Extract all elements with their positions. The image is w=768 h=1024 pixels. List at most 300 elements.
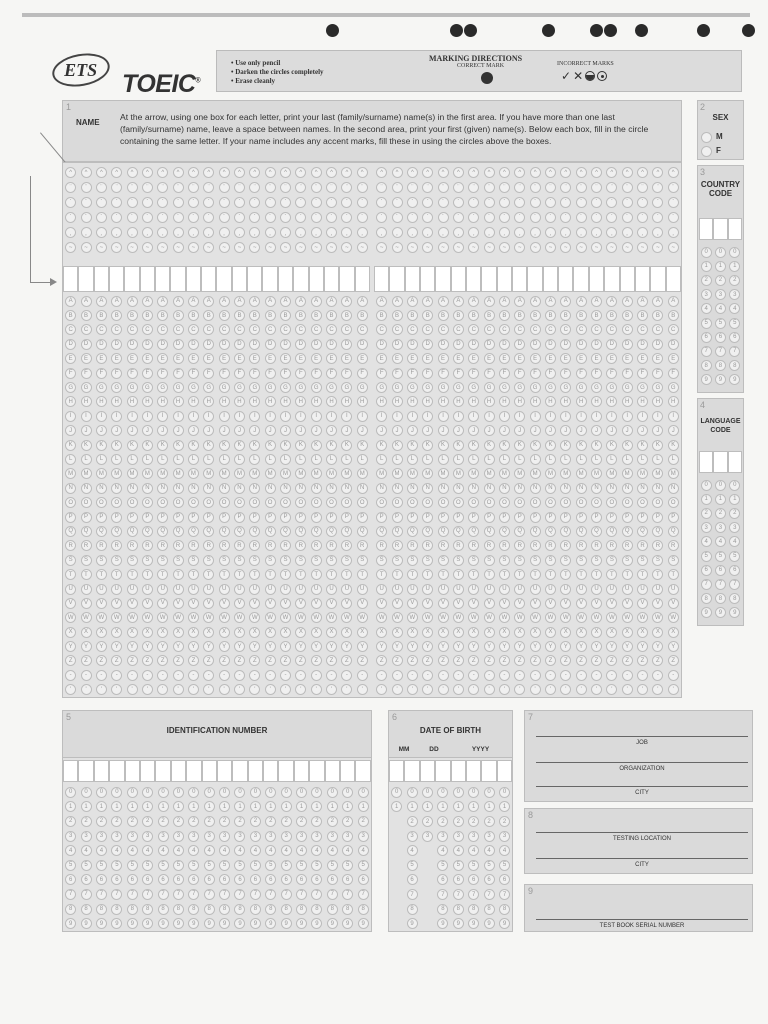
identification-number-digit-bubble[interactable]: 5 <box>327 860 338 871</box>
last-name-accent-bubble[interactable]: ¸ <box>142 227 153 238</box>
first-name-letter-bubble[interactable]: W <box>392 612 403 623</box>
first-name-letter-bubble[interactable]: K <box>422 440 433 451</box>
last-name-accent-bubble[interactable]: ´ <box>203 212 214 223</box>
last-name-letter-bubble[interactable]: T <box>311 569 322 580</box>
first-name-accent-bubble[interactable]: ´ <box>438 212 449 223</box>
last-name-letter-bubble[interactable]: R <box>219 540 230 551</box>
last-name-letter-bubble[interactable]: N <box>357 483 368 494</box>
first-name-letter-bubble[interactable]: C <box>591 324 602 335</box>
last-name-letter-bubble[interactable]: L <box>357 454 368 465</box>
first-name-letter-bubble[interactable]: C <box>392 324 403 335</box>
last-name-letter-bubble[interactable]: H <box>65 396 76 407</box>
identification-number-digit-bubble[interactable]: 3 <box>342 831 353 842</box>
first-name-letter-bubble[interactable]: D <box>576 339 587 350</box>
last-name-letter-bubble[interactable]: M <box>326 468 337 479</box>
last-name-letter-bubble[interactable]: W <box>111 612 122 623</box>
identification-number-digit-bubble[interactable]: 7 <box>311 889 322 900</box>
last-name-letter-bubble[interactable]: E <box>127 353 138 364</box>
last-name-accent-bubble[interactable]: ^ <box>81 167 92 178</box>
last-name-letter-bubble[interactable]: W <box>173 612 184 623</box>
identification-number-digit-bubble[interactable]: 3 <box>81 831 92 842</box>
first-name-letter-bubble[interactable]: V <box>560 598 571 609</box>
first-name-letter-bubble[interactable]: X <box>606 627 617 638</box>
first-name-letter-bubble[interactable]: V <box>637 598 648 609</box>
first-name-letter-bubble[interactable]: J <box>591 425 602 436</box>
first-name-letter-bubble[interactable]: M <box>560 468 571 479</box>
first-name-letter-bubble[interactable]: - <box>407 670 418 681</box>
language-code-digit-bubble[interactable]: 2 <box>715 508 726 519</box>
last-name-letter-bubble[interactable]: G <box>357 382 368 393</box>
last-name-letter-bubble[interactable]: D <box>81 339 92 350</box>
last-name-letter-bubble[interactable]: T <box>203 569 214 580</box>
first-name-letter-bubble[interactable]: A <box>514 296 525 307</box>
first-name-letter-bubble[interactable]: O <box>453 497 464 508</box>
identification-number-digit-bubble[interactable]: 8 <box>327 904 338 915</box>
identification-number-box[interactable] <box>109 760 124 782</box>
first-name-letter-bubble[interactable]: B <box>652 310 663 321</box>
identification-number-digit-bubble[interactable]: 8 <box>281 904 292 915</box>
first-name-accent-bubble[interactable]: ¸ <box>591 227 602 238</box>
last-name-letter-bubble[interactable]: Y <box>157 641 168 652</box>
last-name-accent-bubble[interactable]: ¨ <box>96 182 107 193</box>
first-name-letter-bubble[interactable]: W <box>560 612 571 623</box>
first-name-letter-bubble[interactable]: A <box>530 296 541 307</box>
first-name-accent-bubble[interactable]: ~ <box>422 242 433 253</box>
date-of-birth-digit-bubble[interactable]: 6 <box>437 874 448 885</box>
last-name-letter-bubble[interactable]: L <box>219 454 230 465</box>
last-name-accent-bubble[interactable]: ¸ <box>249 227 260 238</box>
last-name-letter-bubble[interactable]: E <box>326 353 337 364</box>
last-name-letter-bubble[interactable]: R <box>111 540 122 551</box>
first-name-letter-bubble[interactable]: T <box>652 569 663 580</box>
last-name-letter-bubble[interactable]: D <box>234 339 245 350</box>
last-name-letter-bubble[interactable]: A <box>357 296 368 307</box>
first-name-accent-bubble[interactable]: ` <box>392 197 403 208</box>
last-name-letter-bubble[interactable]: ' <box>219 684 230 695</box>
last-name-letter-bubble[interactable]: U <box>96 584 107 595</box>
last-name-letter-bubble[interactable]: S <box>81 555 92 566</box>
last-name-accent-bubble[interactable]: ¨ <box>127 182 138 193</box>
country-code-digit-bubble[interactable]: 6 <box>701 332 712 343</box>
last-name-letter-bubble[interactable]: W <box>65 612 76 623</box>
first-name-letter-bubble[interactable]: L <box>392 454 403 465</box>
last-name-letter-bubble[interactable]: U <box>311 584 322 595</box>
first-name-letter-bubble[interactable]: P <box>668 512 679 523</box>
last-name-accent-bubble[interactable]: ´ <box>234 212 245 223</box>
last-name-letter-bubble[interactable]: R <box>142 540 153 551</box>
first-name-letter-bubble[interactable]: I <box>407 411 418 422</box>
first-name-letter-bubble[interactable]: O <box>637 497 648 508</box>
country-code-digit-bubble[interactable]: 8 <box>701 360 712 371</box>
last-name-letter-bubble[interactable]: C <box>203 324 214 335</box>
identification-number-digit-bubble[interactable]: 3 <box>127 831 138 842</box>
last-name-letter-bubble[interactable]: V <box>157 598 168 609</box>
first-name-letter-bubble[interactable]: M <box>484 468 495 479</box>
identification-number-digit-bubble[interactable]: 8 <box>296 904 307 915</box>
last-name-letter-bubble[interactable]: T <box>127 569 138 580</box>
last-name-accent-bubble[interactable]: ` <box>188 197 199 208</box>
language-code-digit-bubble[interactable]: 0 <box>715 480 726 491</box>
last-name-accent-bubble[interactable]: ` <box>142 197 153 208</box>
last-name-letter-bubble[interactable]: X <box>219 627 230 638</box>
country-code-digit-bubble[interactable]: 4 <box>729 303 740 314</box>
identification-number-digit-bubble[interactable]: 3 <box>158 831 169 842</box>
last-name-letter-bubble[interactable]: K <box>295 440 306 451</box>
language-code-digit-bubble[interactable]: 4 <box>701 536 712 547</box>
first-name-accent-bubble[interactable]: ¸ <box>468 227 479 238</box>
first-name-letter-bubble[interactable]: U <box>392 584 403 595</box>
first-name-letter-bubble[interactable]: Z <box>591 655 602 666</box>
date-of-birth-digit-bubble[interactable]: 0 <box>453 787 464 798</box>
first-name-accent-bubble[interactable]: ´ <box>484 212 495 223</box>
first-name-letter-bubble[interactable]: Q <box>407 526 418 537</box>
last-name-letter-bubble[interactable]: C <box>173 324 184 335</box>
date-of-birth-digit-bubble[interactable]: 8 <box>499 904 510 915</box>
last-name-letter-bubble[interactable]: Q <box>219 526 230 537</box>
language-code-digit-bubble[interactable]: 9 <box>729 607 740 618</box>
first-name-letter-bubble[interactable]: T <box>407 569 418 580</box>
first-name-accent-bubble[interactable]: ´ <box>453 212 464 223</box>
last-name-letter-bubble[interactable]: G <box>280 382 291 393</box>
date-of-birth-digit-bubble[interactable]: 7 <box>484 889 495 900</box>
last-name-accent-bubble[interactable]: ~ <box>249 242 260 253</box>
first-name-letter-bubble[interactable]: T <box>392 569 403 580</box>
last-name-letter-bubble[interactable]: H <box>111 396 122 407</box>
first-name-accent-bubble[interactable]: ` <box>652 197 663 208</box>
identification-number-digit-bubble[interactable]: 3 <box>173 831 184 842</box>
last-name-accent-bubble[interactable]: ¸ <box>341 227 352 238</box>
first-name-letter-bubble[interactable]: C <box>453 324 464 335</box>
last-name-accent-bubble[interactable]: ` <box>219 197 230 208</box>
last-name-letter-bubble[interactable]: C <box>111 324 122 335</box>
identification-number-digit-bubble[interactable]: 5 <box>358 860 369 871</box>
first-name-letter-bubble[interactable]: O <box>668 497 679 508</box>
first-name-accent-bubble[interactable]: ´ <box>392 212 403 223</box>
last-name-letter-bubble[interactable]: ' <box>249 684 260 695</box>
first-name-letter-bubble[interactable]: U <box>376 584 387 595</box>
identification-number-digit-bubble[interactable]: 7 <box>158 889 169 900</box>
last-name-accent-bubble[interactable]: ´ <box>81 212 92 223</box>
last-name-accent-bubble[interactable]: ` <box>295 197 306 208</box>
last-name-accent-bubble[interactable]: ~ <box>295 242 306 253</box>
first-name-letter-bubble[interactable]: Y <box>530 641 541 652</box>
first-name-letter-bubble[interactable]: T <box>514 569 525 580</box>
first-name-accent-bubble[interactable]: ¸ <box>422 227 433 238</box>
last-name-letter-bubble[interactable]: A <box>127 296 138 307</box>
first-name-letter-bubble[interactable]: T <box>668 569 679 580</box>
last-name-accent-bubble[interactable]: ` <box>203 197 214 208</box>
identification-number-digit-bubble[interactable]: 1 <box>327 801 338 812</box>
first-name-letter-box[interactable] <box>650 266 665 292</box>
first-name-letter-bubble[interactable]: L <box>438 454 449 465</box>
last-name-letter-bubble[interactable]: F <box>157 368 168 379</box>
country-code-digit-bubble[interactable]: 0 <box>715 247 726 258</box>
first-name-letter-bubble[interactable]: Z <box>453 655 464 666</box>
last-name-letter-bubble[interactable]: I <box>142 411 153 422</box>
last-name-letter-bubble[interactable]: L <box>173 454 184 465</box>
first-name-letter-bubble[interactable]: J <box>407 425 418 436</box>
identification-number-digit-bubble[interactable]: 8 <box>142 904 153 915</box>
language-code-digit-bubble[interactable]: 5 <box>701 551 712 562</box>
last-name-letter-bubble[interactable]: N <box>326 483 337 494</box>
last-name-letter-bubble[interactable]: Q <box>280 526 291 537</box>
first-name-letter-bubble[interactable]: N <box>468 483 479 494</box>
first-name-letter-bubble[interactable]: L <box>499 454 510 465</box>
identification-number-digit-bubble[interactable]: 4 <box>65 845 76 856</box>
first-name-letter-bubble[interactable]: E <box>453 353 464 364</box>
last-name-letter-bubble[interactable]: C <box>65 324 76 335</box>
last-name-letter-bubble[interactable]: D <box>142 339 153 350</box>
identification-number-digit-bubble[interactable]: 9 <box>265 918 276 929</box>
identification-number-box[interactable] <box>355 760 370 782</box>
first-name-letter-bubble[interactable]: J <box>652 425 663 436</box>
first-name-letter-bubble[interactable]: X <box>591 627 602 638</box>
last-name-letter-bubble[interactable]: R <box>326 540 337 551</box>
last-name-accent-bubble[interactable]: ¸ <box>265 227 276 238</box>
first-name-letter-bubble[interactable]: B <box>637 310 648 321</box>
identification-number-digit-bubble[interactable]: 9 <box>96 918 107 929</box>
identification-number-digit-bubble[interactable]: 4 <box>281 845 292 856</box>
first-name-letter-bubble[interactable]: G <box>484 382 495 393</box>
first-name-letter-bubble[interactable]: J <box>376 425 387 436</box>
last-name-letter-bubble[interactable]: N <box>311 483 322 494</box>
last-name-letter-bubble[interactable]: E <box>280 353 291 364</box>
language-code-digit-bubble[interactable]: 3 <box>701 522 712 533</box>
last-name-letter-bubble[interactable]: J <box>234 425 245 436</box>
first-name-letter-bubble[interactable]: S <box>622 555 633 566</box>
first-name-letter-bubble[interactable]: F <box>591 368 602 379</box>
first-name-letter-bubble[interactable]: J <box>560 425 571 436</box>
last-name-accent-bubble[interactable]: ` <box>326 197 337 208</box>
date-of-birth-digit-bubble[interactable]: 6 <box>484 874 495 885</box>
identification-number-digit-bubble[interactable]: 4 <box>250 845 261 856</box>
first-name-letter-bubble[interactable]: S <box>530 555 541 566</box>
last-name-letter-bubble[interactable]: - <box>249 670 260 681</box>
last-name-letter-bubble[interactable]: I <box>234 411 245 422</box>
first-name-accent-bubble[interactable]: ¨ <box>668 182 679 193</box>
last-name-letter-bubble[interactable]: D <box>96 339 107 350</box>
first-name-letter-bubble[interactable]: Z <box>545 655 556 666</box>
first-name-letter-bubble[interactable]: S <box>392 555 403 566</box>
first-name-letter-bubble[interactable]: R <box>606 540 617 551</box>
last-name-accent-bubble[interactable]: ~ <box>357 242 368 253</box>
first-name-letter-bubble[interactable]: E <box>438 353 449 364</box>
last-name-letter-box[interactable] <box>355 266 370 292</box>
first-name-letter-bubble[interactable]: U <box>484 584 495 595</box>
identification-number-digit-bubble[interactable]: 6 <box>142 874 153 885</box>
first-name-letter-bubble[interactable]: U <box>422 584 433 595</box>
first-name-letter-bubble[interactable]: M <box>407 468 418 479</box>
first-name-letter-box[interactable] <box>604 266 619 292</box>
first-name-accent-bubble[interactable]: ^ <box>514 167 525 178</box>
last-name-letter-bubble[interactable]: Z <box>326 655 337 666</box>
first-name-letter-bubble[interactable]: U <box>499 584 510 595</box>
date-of-birth-digit-bubble[interactable]: 7 <box>437 889 448 900</box>
last-name-letter-bubble[interactable]: P <box>65 512 76 523</box>
last-name-letter-bubble[interactable]: O <box>341 497 352 508</box>
first-name-letter-bubble[interactable]: V <box>545 598 556 609</box>
identification-number-digit-bubble[interactable]: 3 <box>311 831 322 842</box>
first-name-letter-bubble[interactable]: E <box>376 353 387 364</box>
first-name-letter-bubble[interactable]: G <box>530 382 541 393</box>
first-name-letter-bubble[interactable]: X <box>468 627 479 638</box>
first-name-letter-bubble[interactable]: S <box>576 555 587 566</box>
first-name-letter-bubble[interactable]: S <box>376 555 387 566</box>
first-name-letter-bubble[interactable]: L <box>453 454 464 465</box>
last-name-letter-bubble[interactable]: N <box>295 483 306 494</box>
last-name-letter-bubble[interactable]: ' <box>157 684 168 695</box>
last-name-letter-bubble[interactable]: E <box>357 353 368 364</box>
first-name-letter-bubble[interactable]: Z <box>499 655 510 666</box>
last-name-letter-bubble[interactable]: T <box>81 569 92 580</box>
first-name-accent-bubble[interactable]: ´ <box>468 212 479 223</box>
first-name-letter-bubble[interactable]: S <box>438 555 449 566</box>
date-of-birth-digit-bubble[interactable]: 6 <box>499 874 510 885</box>
identification-number-digit-bubble[interactable]: 5 <box>250 860 261 871</box>
first-name-letter-bubble[interactable]: - <box>591 670 602 681</box>
first-name-letter-bubble[interactable]: C <box>652 324 663 335</box>
first-name-letter-bubble[interactable]: P <box>652 512 663 523</box>
first-name-letter-bubble[interactable]: M <box>499 468 510 479</box>
first-name-accent-bubble[interactable]: ¸ <box>576 227 587 238</box>
last-name-letter-bubble[interactable]: Z <box>234 655 245 666</box>
identification-number-digit-bubble[interactable]: 7 <box>281 889 292 900</box>
first-name-letter-bubble[interactable]: W <box>606 612 617 623</box>
last-name-letter-bubble[interactable]: A <box>173 296 184 307</box>
first-name-accent-bubble[interactable]: ` <box>468 197 479 208</box>
first-name-accent-bubble[interactable]: ` <box>484 197 495 208</box>
last-name-letter-bubble[interactable]: A <box>341 296 352 307</box>
last-name-letter-bubble[interactable]: B <box>111 310 122 321</box>
first-name-letter-bubble[interactable]: T <box>591 569 602 580</box>
identification-number-digit-bubble[interactable]: 0 <box>96 787 107 798</box>
first-name-letter-bubble[interactable]: S <box>484 555 495 566</box>
last-name-letter-bubble[interactable]: F <box>234 368 245 379</box>
last-name-letter-box[interactable] <box>78 266 93 292</box>
last-name-letter-bubble[interactable]: H <box>234 396 245 407</box>
last-name-letter-bubble[interactable]: ' <box>357 684 368 695</box>
first-name-letter-bubble[interactable]: R <box>530 540 541 551</box>
last-name-letter-bubble[interactable]: F <box>65 368 76 379</box>
last-name-letter-bubble[interactable]: I <box>203 411 214 422</box>
first-name-letter-bubble[interactable]: - <box>560 670 571 681</box>
last-name-letter-bubble[interactable]: Y <box>249 641 260 652</box>
first-name-letter-bubble[interactable]: M <box>392 468 403 479</box>
first-name-letter-bubble[interactable]: K <box>637 440 648 451</box>
last-name-letter-bubble[interactable]: Z <box>249 655 260 666</box>
first-name-letter-bubble[interactable]: P <box>637 512 648 523</box>
last-name-letter-bubble[interactable]: U <box>265 584 276 595</box>
last-name-letter-bubble[interactable]: ' <box>311 684 322 695</box>
date-of-birth-digit-bubble[interactable]: 1 <box>499 801 510 812</box>
last-name-letter-bubble[interactable]: R <box>341 540 352 551</box>
first-name-letter-box[interactable] <box>435 266 450 292</box>
first-name-letter-bubble[interactable]: Q <box>438 526 449 537</box>
identification-number-box[interactable] <box>263 760 278 782</box>
last-name-letter-bubble[interactable]: W <box>357 612 368 623</box>
identification-number-digit-bubble[interactable]: 3 <box>296 831 307 842</box>
last-name-letter-bubble[interactable]: A <box>311 296 322 307</box>
identification-number-digit-bubble[interactable]: 2 <box>296 816 307 827</box>
first-name-letter-bubble[interactable]: G <box>622 382 633 393</box>
last-name-accent-bubble[interactable]: ¨ <box>142 182 153 193</box>
first-name-letter-box[interactable] <box>558 266 573 292</box>
first-name-letter-box[interactable] <box>543 266 558 292</box>
last-name-letter-bubble[interactable]: Q <box>249 526 260 537</box>
first-name-letter-bubble[interactable]: B <box>560 310 571 321</box>
last-name-letter-bubble[interactable]: R <box>127 540 138 551</box>
first-name-letter-bubble[interactable]: Y <box>438 641 449 652</box>
identification-number-digit-bubble[interactable]: 6 <box>127 874 138 885</box>
last-name-letter-bubble[interactable]: U <box>111 584 122 595</box>
last-name-letter-bubble[interactable]: Z <box>142 655 153 666</box>
first-name-letter-box[interactable] <box>466 266 481 292</box>
last-name-letter-bubble[interactable]: - <box>203 670 214 681</box>
first-name-letter-bubble[interactable]: P <box>468 512 479 523</box>
identification-number-digit-bubble[interactable]: 8 <box>250 904 261 915</box>
language-code-digit-bubble[interactable]: 6 <box>701 565 712 576</box>
last-name-letter-bubble[interactable]: F <box>265 368 276 379</box>
identification-number-box[interactable] <box>309 760 324 782</box>
identification-number-digit-bubble[interactable]: 3 <box>219 831 230 842</box>
last-name-letter-bubble[interactable]: C <box>188 324 199 335</box>
first-name-letter-bubble[interactable]: H <box>622 396 633 407</box>
last-name-letter-bubble[interactable]: K <box>157 440 168 451</box>
first-name-letter-bubble[interactable]: - <box>637 670 648 681</box>
date-of-birth-digit-bubble[interactable]: 6 <box>468 874 479 885</box>
first-name-letter-bubble[interactable]: Y <box>560 641 571 652</box>
first-name-letter-bubble[interactable]: O <box>468 497 479 508</box>
first-name-accent-bubble[interactable]: ^ <box>376 167 387 178</box>
first-name-letter-bubble[interactable]: B <box>438 310 449 321</box>
last-name-letter-bubble[interactable]: S <box>142 555 153 566</box>
last-name-letter-bubble[interactable]: W <box>265 612 276 623</box>
first-name-letter-bubble[interactable]: S <box>560 555 571 566</box>
identification-number-box[interactable] <box>78 760 93 782</box>
first-name-letter-bubble[interactable]: P <box>453 512 464 523</box>
identification-number-digit-bubble[interactable]: 5 <box>296 860 307 871</box>
language-code-digit-bubble[interactable]: 5 <box>729 551 740 562</box>
last-name-letter-bubble[interactable]: S <box>341 555 352 566</box>
identification-number-digit-bubble[interactable]: 4 <box>81 845 92 856</box>
first-name-letter-bubble[interactable]: R <box>376 540 387 551</box>
identification-number-digit-bubble[interactable]: 6 <box>204 874 215 885</box>
last-name-letter-bubble[interactable]: ' <box>65 684 76 695</box>
last-name-accent-bubble[interactable]: ¨ <box>295 182 306 193</box>
last-name-letter-bubble[interactable]: Z <box>173 655 184 666</box>
first-name-letter-bubble[interactable]: R <box>637 540 648 551</box>
last-name-letter-bubble[interactable]: E <box>219 353 230 364</box>
identification-number-digit-bubble[interactable]: 2 <box>65 816 76 827</box>
first-name-letter-bubble[interactable]: Q <box>576 526 587 537</box>
first-name-letter-bubble[interactable]: ' <box>453 684 464 695</box>
first-name-accent-bubble[interactable]: ¸ <box>530 227 541 238</box>
identification-number-digit-bubble[interactable]: 3 <box>327 831 338 842</box>
last-name-accent-bubble[interactable]: ¨ <box>81 182 92 193</box>
last-name-letter-bubble[interactable]: A <box>111 296 122 307</box>
last-name-letter-bubble[interactable]: C <box>234 324 245 335</box>
first-name-letter-bubble[interactable]: U <box>591 584 602 595</box>
last-name-accent-bubble[interactable]: ¸ <box>219 227 230 238</box>
last-name-letter-bubble[interactable]: J <box>341 425 352 436</box>
identification-number-digit-bubble[interactable]: 1 <box>234 801 245 812</box>
first-name-letter-bubble[interactable]: G <box>545 382 556 393</box>
last-name-accent-bubble[interactable]: ´ <box>326 212 337 223</box>
last-name-letter-bubble[interactable]: U <box>280 584 291 595</box>
first-name-letter-bubble[interactable]: Z <box>606 655 617 666</box>
first-name-accent-bubble[interactable]: ^ <box>407 167 418 178</box>
first-name-letter-bubble[interactable]: C <box>438 324 449 335</box>
